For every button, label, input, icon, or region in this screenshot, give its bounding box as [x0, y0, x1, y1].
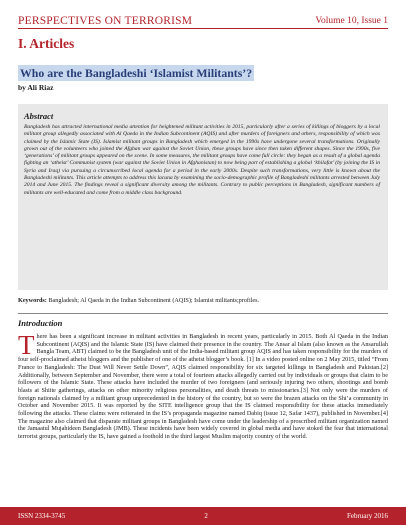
header-rule	[18, 28, 388, 29]
section-title: I. Articles	[18, 36, 75, 51]
page-header	[18, 11, 388, 27]
issn-label: ISSN 2334-3745	[18, 512, 66, 520]
introduction-body	[18, 330, 388, 441]
keywords	[18, 297, 388, 305]
abstract-box	[18, 104, 388, 290]
intro-rule	[18, 313, 388, 314]
keywords-label: Keywords:	[18, 297, 47, 304]
abstract-heading: Abstract	[24, 111, 54, 121]
page-number: 2	[204, 512, 208, 520]
issue-date: February 2016	[346, 512, 388, 520]
keywords-text: Bangladesh; Al Qaeda in the Indian Subcontinent (AQIS); Islamist militants;profiles.	[46, 297, 260, 304]
article-title: Who are the Bangladeshi ‘Islamist Militants’?	[20, 66, 253, 80]
journal-title: PERSPECTIVES ON TERRORISM	[18, 15, 193, 27]
author-byline: by Ali Riaz	[18, 83, 54, 92]
drop-cap: T	[18, 330, 35, 360]
issue-label: Volume 10, Issue 1	[315, 16, 388, 26]
introduction-heading: Introduction	[18, 318, 63, 328]
page-footer	[0, 507, 406, 525]
article-title-wrap	[18, 64, 254, 82]
introduction-text: here has been a significant increase in militant activities in Bangladesh in recent years, particularly in 2015. Both Al Qaeda in the Indian Subcontinent (AQIS) and the Islamic State (IS) have claimed their presence in the country. The Ansar al Islam (also known as the Ansarullah Bangla Team, ABT) claimed to be the Bangladesh unit of the India-based militant group AQIS and has taken responsibility for the murders of four self-proclaimed atheist bloggers and the publisher of one of the atheist blogger’s book. [1] In a video posted online on 2 May 2015, titled “From France to Bangladesh: The Dust Will Never Settle Down”, AQIS claimed responsibility for six targeted killings in Bangladesh and Pakistan.[2] Additionally, between September and November, there were a total of fourteen attacks allegedly carried out by individuals or groups that claim to be followers of the Islamic State. These attacks have included the murder of two foreigners (and seriously injuring two others, shootings and bomb blasts at Shiite gatherings, attacks on other minority religious personalities, and death threats to missionaries.[3] Not only were the murders of foreign nationals claimed by a militant group unprecedented in the history of the country, but so were the brazen attacks on the Shi’a community in October and November 2015. It was reported by the SITE intelligence group that the IS claimed responsibility for these attacks immediately following the attacks. These claims were reiterated in the IS’s propaganda magazine named Dabiq (issue 12, Safar 1437), published in November.[4] The magazine also claimed that disparate militant groups in Bangladesh have come under the leadership of a proscribed militant organization named the Jamaatul Mujahideen Bangladesh (JMB). These incidents have been widely covered in global media and have stoked the fear that international terrorist groups, particularly the IS, have gained a foothold in the third largest Muslim majority country of the world.	[18, 333, 388, 441]
abstract-body: Bangladesh has attracted international media attention for heightened militant activities in 2015, particularly after a series of killings of bloggers by a local militant group allegedly associated with Al Qaeda in the Indian Subcontinent (AQIS) and after murders of foreigners and others, responsibility of which was claimed by the Islamic State (IS). Islamist militant groups in Bangladesh which emerged in the 1990s have undergone several transformations. Originally grown out of the volunteers who joined the Afghan war against the Soviet Union, these groups have since then taken different shapes. Since the 1990s, five ‘generations’ of militant groups appeared on the scene. In some measures, the militant groups have come full circle: they began as a result of a global agenda fighting an ‘atheist’ Communist system (war against the Soviet Union in Afghanistan) to now being part of establishing a global ‘khilafat’ (by joining the IS in Syria and Iraq) via pursuing a circumscribed local agenda for a period in the early 2000s. Despite such transformations, very little is known about the Bangladeshi militants. This article attempts to address this lacuna by examining the socio-demographic profile of Bangladeshi militants arrested between July 2014 and June 2015. The findings reveal a significant diversity among the militants. Contrary to public perceptions in Bangladesh, significant numbers of militants are well-educated and come from a middle class background.	[24, 124, 380, 196]
